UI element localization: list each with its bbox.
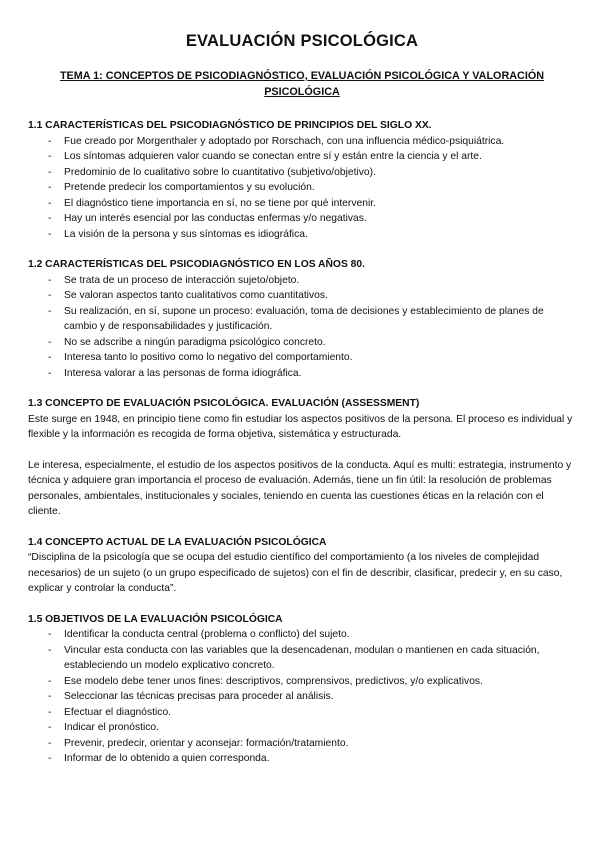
list-item: - Su realización, en sí, supone un proceso: evaluación, toma de decisiones y establecimiento de planes de cambio y de responsabilidades y justificación. <box>64 304 576 335</box>
paragraph: Este surge en 1948, en principio tiene como fin estudiar los aspectos positivos de la persona. El proceso es individual y flexible y la información es recogida de forma objetiva, sistemática y estructurada. <box>28 413 573 440</box>
topic-subtitle: TEMA 1: CONCEPTOS DE PSICODIAGNÓSTICO, EVALUACIÓN PSICOLÓGICA Y VALORACIÓN PSICOLÓGICA <box>59 70 545 98</box>
list-item: - No se adscribe a ningún paradigma psicológico concreto. <box>64 335 576 351</box>
section-heading: 1.2 CARACTERÍSTICAS DEL PSICODIAGNÓSTICO EN LOS AÑOS 80. <box>28 259 365 270</box>
list-item: - Fue creado por Morgenthaler y adoptado por Rorschach, con una influencia médico-psiquiátrica. <box>64 134 576 150</box>
list-item: - Ese modelo debe tener unos fines: descriptivos, comprensivos, predictivos, y/o explicativos. <box>64 674 576 690</box>
bullet-list <box>28 273 576 382</box>
list-item: - Interesa tanto lo positivo como lo negativo del comportamiento. <box>64 350 576 366</box>
list-item: - Identificar la conducta central (problema o conflicto) del sujeto. <box>64 627 576 643</box>
list-item: - El diagnóstico tiene importancia en sí, no se tiene por qué intervenir. <box>64 196 576 212</box>
document-title: EVALUACIÓN PSICOLÓGICA <box>185 32 419 50</box>
section-1-3 <box>28 396 576 520</box>
list-item: - La visión de la persona y sus síntomas es idiográfica. <box>64 227 576 243</box>
section-1-1 <box>28 118 576 242</box>
list-item: - Pretende predecir los comportamientos y su evolución. <box>64 180 576 196</box>
list-item: - Interesa valorar a las personas de forma idiográfica. <box>64 366 576 382</box>
section-heading: 1.4 CONCEPTO ACTUAL DE LA EVALUACIÓN PSICOLÓGICA <box>28 536 327 548</box>
bullet-list <box>28 134 576 243</box>
list-item: - Indicar el pronóstico. <box>64 720 576 736</box>
list-item: - Hay un interés esencial por las conductas enfermas y/o negativas. <box>64 211 576 227</box>
section-heading: 1.3 CONCEPTO DE EVALUACIÓN PSICOLÓGICA. EVALUACIÓN (ASSESSMENT) <box>28 398 420 409</box>
list-item: - Efectuar el diagnóstico. <box>64 705 576 721</box>
list-item: - Informar de lo obtenido a quien corresponda. <box>64 751 576 767</box>
section-heading: 1.1 CARACTERÍSTICAS DEL PSICODIAGNÓSTICO DE PRINCIPIOS DEL SIGLO XX. <box>28 120 432 131</box>
paragraph: Le interesa, especialmente, el estudio de los aspectos positivos de la conducta. Aquí es multi: estrategia, instrumento y técnica y adquiere gran importancia el proceso de evaluación. Además, tiene un fin útil: la resolución de problemas personales, ambientales, institucionales y sociales, teniendo en cuenta las cuestiones éticas en la relación con el cliente. <box>28 459 572 517</box>
list-item: - Prevenir, predecir, orientar y aconsejar: formación/tratamiento. <box>64 736 576 752</box>
section-1-5 <box>28 612 576 767</box>
list-item: - Se valoran aspectos tanto cualitativos como cuantitativos. <box>64 288 576 304</box>
list-item: - Seleccionar las técnicas precisas para proceder al análisis. <box>64 689 576 705</box>
list-item: - Vincular esta conducta con las variables que la desencadenan, modulan o mantienen en cada situación, estableciendo un modelo explicativo concreto. <box>64 643 576 674</box>
section-1-4 <box>28 535 576 597</box>
list-item: - Se trata de un proceso de interacción sujeto/objeto. <box>64 273 576 289</box>
list-item: - Los síntomas adquieren valor cuando se conectan entre sí y están entre la ciencia y el arte. <box>64 149 576 165</box>
bullet-list <box>28 627 576 767</box>
definition-quote: “Disciplina de la psicología que se ocupa del estudio científico del comportamiento (a los niveles de complejidad necesarios) de un sujeto (o un grupo especificado de sujetos) con el fin de describir, clasificar, predecir y, en su caso, explicar y controlar la conducta”. <box>28 552 563 594</box>
section-1-2 <box>28 257 576 381</box>
list-item: - Predominio de lo cualitativo sobre lo cuantitativo (subjetivo/objetivo). <box>64 165 576 181</box>
section-heading: 1.5 OBJETIVOS DE LA EVALUACIÓN PSICOLÓGICA <box>28 613 283 625</box>
